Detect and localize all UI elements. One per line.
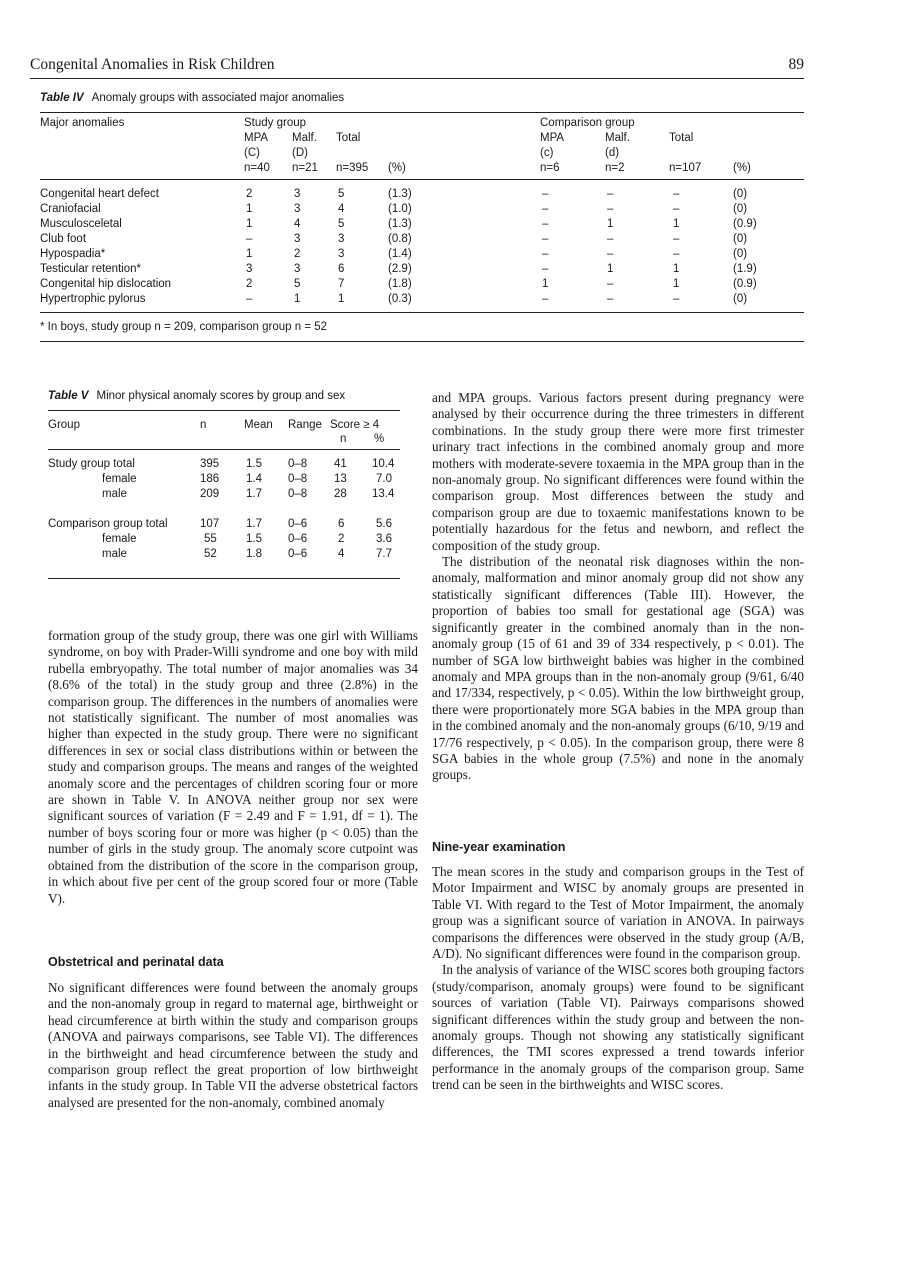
study-malf-n: n=21: [292, 162, 318, 174]
study-d-heading: (D): [292, 147, 308, 159]
cell: 1: [294, 293, 301, 305]
cell: 6: [338, 263, 345, 275]
row-label: Hypertrophic pylorus: [40, 293, 146, 305]
cell: (1.9): [733, 263, 757, 275]
row-label: Club foot: [40, 233, 87, 245]
cell: 55: [204, 533, 217, 545]
cell: –: [542, 203, 549, 215]
table-iv-bottom-rule: [40, 312, 804, 313]
row-label: Musculosceletal: [40, 218, 122, 230]
cell: 0–6: [288, 518, 308, 530]
running-title: Congenital Anomalies in Risk Children: [30, 56, 275, 73]
cell: 2: [246, 188, 253, 200]
cell: (0): [733, 203, 748, 215]
cell: 1.7: [246, 518, 262, 530]
table-v-label: Table V: [48, 390, 89, 402]
table-row: [48, 533, 400, 548]
cell: 5: [338, 218, 345, 230]
paragraph: No significant differences were found between the anomaly groups and the non-anomaly group in regard to maternal age, birthweight or head circumference at birth within the study and comparison groups (ANOVA and pairways comparisons, see Table VI). The differences in the birthweight and head circumference between the study and comparison group reflect the great proportion of low birthweight infants in the study group. In Table VII the adverse obstetrical factors analysed are presented for the non-anomaly, combined anomaly: [48, 980, 418, 1110]
paragraph: The distribution of the neonatal risk diagnoses within the non-anomaly, malformation and minor anomaly group did not show any statistically significant differences (Table III). However, the proportion of babies too small for gestational age (SGA) was significantly greater in the combined anomaly than in the non-anomaly group (15 of 61 and 39 of 334 respectively, p < 0.01). The number of SGA low birthweight babies was higher in the combined anomaly and MPA groups than in the non-anomaly group (9/61, 6/40 and 17/334, respectively, p < 0.05). Within the low birthweight group, there were proportionately more SGA babies in the MPA group than in the combined anomaly and the non-anomaly groups (6/10, 9/19 and 17/76 respectively, p < 0.05). In the comparison group, there were 8 SGA babies in the whole group (7.5%) and none in the anomaly groups.: [432, 554, 804, 783]
cell: 1: [246, 248, 253, 260]
table-v-header: [48, 411, 400, 449]
row-label: Congenital heart defect: [40, 188, 159, 200]
cell: –: [607, 278, 614, 290]
cell: 4: [338, 548, 345, 560]
cell: –: [542, 293, 549, 305]
cell: 3: [338, 248, 345, 260]
col-score-pct: %: [374, 433, 385, 445]
cell: (0.9): [733, 278, 757, 290]
cell: –: [673, 203, 680, 215]
cell: 1.4: [246, 473, 262, 485]
section-heading-obstetrical: Obstetrical and perinatal data: [48, 955, 224, 969]
cell: 6: [338, 518, 345, 530]
cell: 4: [294, 218, 301, 230]
cell: –: [607, 293, 614, 305]
col-major-anomalies: Major anomalies: [40, 117, 125, 129]
left-column-text: [48, 628, 418, 907]
cell: 3: [294, 233, 301, 245]
table-iv-caption: [40, 92, 804, 104]
table-row: [40, 233, 804, 248]
row-label: Hypospadia*: [40, 248, 106, 260]
cell: 1: [542, 278, 549, 290]
study-group-heading: Study group: [244, 117, 307, 129]
cell: 0–8: [288, 488, 308, 500]
comp-c-heading: (c): [540, 147, 554, 159]
comparison-group-heading: Comparison group: [540, 117, 635, 129]
cell: –: [542, 263, 549, 275]
cell: 0–6: [288, 548, 308, 560]
cell: –: [246, 233, 253, 245]
row-label: male: [102, 548, 127, 560]
section-heading-nine-year: Nine-year examination: [432, 840, 566, 854]
row-label: female: [102, 473, 137, 485]
cell: –: [607, 188, 614, 200]
cell: (1.3): [388, 218, 412, 230]
cell: –: [673, 248, 680, 260]
table-v-caption: [48, 390, 400, 402]
comp-d-heading: (d): [605, 147, 620, 159]
cell: 13: [334, 473, 347, 485]
cell: 1: [246, 218, 253, 230]
table-iv-header: [40, 113, 804, 179]
cell: 3: [246, 263, 253, 275]
paragraph: The mean scores in the study and comparison groups in the Test of Motor Impairment and WISC by anomaly groups are presented in Table VI. With regard to the Test of Motor Impairment, the anomaly group was a significant source of variation in ANOVA. In pairways comparisons the differences were observed in the study group (A/B, A/D). No significant differences were found in the comparison group.: [432, 864, 804, 962]
table-row: [48, 473, 400, 488]
cell: 107: [200, 518, 220, 530]
cell: (1.0): [388, 203, 412, 215]
cell: –: [673, 233, 680, 245]
cell: 0–8: [288, 473, 308, 485]
cell: 2: [338, 533, 345, 545]
col-mean: Mean: [244, 419, 273, 431]
table-row: [40, 218, 804, 233]
row-label: Comparison group total: [48, 518, 168, 530]
cell: 2: [294, 248, 301, 260]
cell: –: [542, 218, 549, 230]
row-label: male: [102, 488, 127, 500]
row-label: Study group total: [48, 458, 135, 470]
cell: 28: [334, 488, 347, 500]
cell: 1.5: [246, 458, 262, 470]
cell: (1.8): [388, 278, 412, 290]
cell: –: [542, 248, 549, 260]
cell: 10.4: [372, 458, 395, 470]
cell: 1: [607, 218, 614, 230]
cell: –: [607, 203, 614, 215]
col-score-n: n: [340, 433, 347, 445]
table-iv-footnote: * In boys, study group n = 209, comparison group n = 52: [40, 321, 328, 333]
left-column-text-2: [48, 980, 418, 1111]
table-row: [40, 248, 804, 263]
row-label: Testicular retention*: [40, 263, 141, 275]
table-v: [48, 390, 400, 579]
cell: –: [673, 188, 680, 200]
col-n: n: [200, 419, 207, 431]
table-row: [40, 293, 804, 308]
cell: (1.3): [388, 188, 412, 200]
cell: 5: [338, 188, 345, 200]
cell: 1: [338, 293, 345, 305]
page-number: 89: [788, 56, 804, 73]
study-malf-heading: Malf.: [292, 132, 317, 144]
cell: 209: [200, 488, 220, 500]
cell: 1: [246, 203, 253, 215]
cell: (2.9): [388, 263, 412, 275]
table-iv-end-rule: [40, 341, 804, 342]
table-row: [40, 188, 804, 203]
cell: (0): [733, 233, 748, 245]
cell: –: [246, 293, 253, 305]
study-c-heading: (C): [244, 147, 260, 159]
cell: –: [542, 188, 549, 200]
cell: 1: [673, 263, 680, 275]
cell: 186: [200, 473, 220, 485]
comp-mpa-n: n=6: [540, 162, 560, 174]
row-label: Congenital hip dislocation: [40, 278, 172, 290]
study-total-heading: Total: [336, 132, 361, 144]
table-iv: [40, 92, 804, 342]
table-row: [48, 458, 400, 473]
running-header: [30, 56, 804, 80]
cell: (0): [733, 293, 748, 305]
table-v-title: Minor physical anomaly scores by group and sex: [96, 390, 346, 402]
col-range: Range: [288, 419, 322, 431]
study-pct-heading: (%): [388, 162, 406, 174]
cell: 0–6: [288, 533, 308, 545]
table-iv-title: Anomaly groups with associated major anomalies: [91, 92, 345, 104]
col-score: Score ≥ 4: [330, 419, 380, 431]
cell: 1.5: [246, 533, 262, 545]
comp-mpa-heading: MPA: [540, 132, 565, 144]
paragraph: and MPA groups. Various factors present during pregnancy were analysed by their occurrence during the three trimesters in different combinations. In the study group there were more first trimester urinary tract infections in the combined anomaly group and more mothers with moderate-severe toxaemia in the MPA group than in the non-anomaly group. No significant differences were found within the comparison group. Most differences between the study and comparison group are due to toxaemic manifestations known to be potentially hazardous for the fetus and newborn, and reflect the composition of the study group.: [432, 390, 804, 553]
cell: (0.8): [388, 233, 412, 245]
right-column-text-2: [432, 864, 804, 1094]
table-iv-body: [40, 180, 804, 304]
table-row: [48, 488, 400, 503]
study-mpa-n: n=40: [244, 162, 270, 174]
table-row: [40, 278, 804, 293]
cell: (0): [733, 248, 748, 260]
cell: –: [607, 248, 614, 260]
study-mpa-heading: MPA: [244, 132, 269, 144]
cell: 3: [294, 188, 301, 200]
cell: 3: [338, 233, 345, 245]
cell: 7.7: [376, 548, 392, 560]
comp-total-heading: Total: [669, 132, 694, 144]
cell: 7: [338, 278, 345, 290]
table-row: [40, 203, 804, 218]
comp-malf-heading: Malf.: [605, 132, 630, 144]
cell: 3.6: [376, 533, 392, 545]
cell: 1: [607, 263, 614, 275]
cell: 5: [294, 278, 301, 290]
cell: (0.3): [388, 293, 412, 305]
paragraph: In the analysis of variance of the WISC scores both grouping factors (study/comparison, anomaly groups) were found to be significant sources of variation (Table VI). Pairways comparisons showed significant differences within the study group and between the non-anomaly groups. Though not showing any statistically significant differences, the TMI scores expressed a trend towards inferior performance in the anomaly groups of the comparison group. Same trend can be seen in the birthweights and WISC scores.: [432, 962, 804, 1093]
cell: (1.4): [388, 248, 412, 260]
table-iv-label: Table IV: [40, 92, 84, 104]
cell: 2: [246, 278, 253, 290]
table-row: [40, 263, 804, 278]
cell: 1: [673, 218, 680, 230]
cell: 0–8: [288, 458, 308, 470]
cell: 4: [338, 203, 345, 215]
cell: 1: [673, 278, 680, 290]
cell: –: [607, 233, 614, 245]
cell: 3: [294, 263, 301, 275]
table-v-bottom-rule: [48, 578, 400, 579]
col-group: Group: [48, 419, 80, 431]
comp-total-n: n=107: [669, 162, 702, 174]
cell: 3: [294, 203, 301, 215]
row-label: Craniofacial: [40, 203, 101, 215]
cell: 7.0: [376, 473, 392, 485]
comp-pct-heading: (%): [733, 162, 751, 174]
cell: (0.9): [733, 218, 757, 230]
header-rule: [30, 78, 804, 79]
paragraph: formation group of the study group, there was one girl with Williams syndrome, on boy with Prader-Willi syndrome and one boy with mild rubella embryopathy. The total number of major anomalies was 34 (8.6% of the total) in the study group and three (2.8%) in the comparison group. The differences in the numbers of anomalies were not statistically significant. The number of most anomalies was higher than expected in the study group. There were no significant differences in sex or social class distributions within or between the study and comparison groups. The means and ranges of the weighted anomaly score and the percentages of children scoring four or more are shown in Table V. In ANOVA neither group nor sex were significant sources of variation (F = 2.49 and F = 1.91, df = 1). The number of boys scoring four or more was higher (p < 0.05) than the number of girls in the study group. The anomaly score cutpoint was obtained from the distribution of the score in the comparison group, in which about five per cent of the group scored four or more (Table V).: [48, 628, 418, 906]
cell: –: [542, 233, 549, 245]
cell: 1.7: [246, 488, 262, 500]
cell: (0): [733, 188, 748, 200]
cell: 41: [334, 458, 347, 470]
table-row: [48, 518, 400, 533]
cell: –: [673, 293, 680, 305]
table-v-body: [48, 450, 400, 578]
study-total-n: n=395: [336, 162, 369, 174]
cell: 395: [200, 458, 220, 470]
comp-malf-n: n=2: [605, 162, 625, 174]
table-row: [48, 548, 400, 563]
cell: 1.8: [246, 548, 262, 560]
cell: 5.6: [376, 518, 392, 530]
cell: 13.4: [372, 488, 395, 500]
cell: 52: [204, 548, 217, 560]
right-column-text: [432, 390, 804, 784]
row-label: female: [102, 533, 137, 545]
